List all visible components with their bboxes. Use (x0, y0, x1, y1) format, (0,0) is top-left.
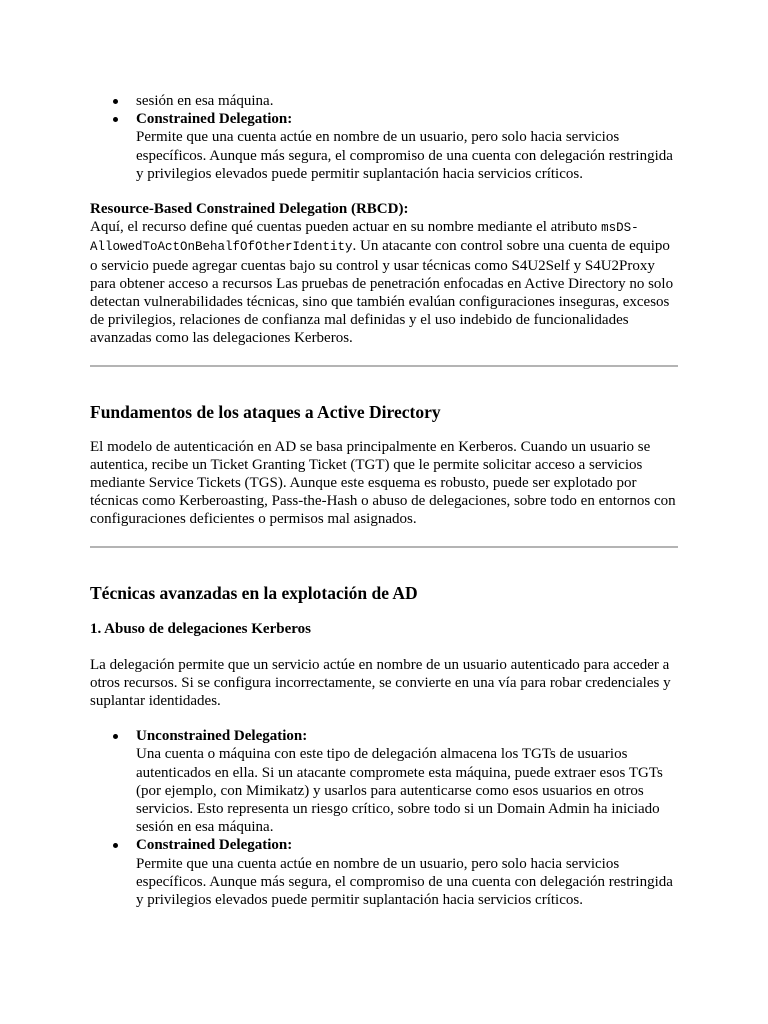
rbcd-text-before: Aquí, el recurso define qué cuentas pueden actuar en su nombre mediante el atributo (90, 219, 602, 236)
section-divider (90, 546, 678, 548)
document-content (90, 92, 680, 909)
top-delegation-list (90, 92, 680, 183)
delegation-types-list (90, 727, 680, 909)
fundamentos-paragraph: El modelo de autenticación en AD se basa principalmente en Kerberos. Cuando un usuario se autentica, recibe un Ticket Granting Ticket (TGT) que le permite solicitar acceso a servicios mediante Service Tickets (TGS). Aunque este esquema es robusto, puede ser explotado por técnicas como Kerberoasting, Pass-the-Hash o abuso de delegaciones, sobre todo en entornos con configuraciones deficientes o permisos mal asignados. (90, 438, 676, 528)
list-item (136, 727, 680, 836)
list-item-title: Constrained Delegation: (136, 837, 293, 854)
section-heading-tecnicas: Técnicas avanzadas en la explotación de AD (90, 582, 418, 603)
rbcd-attribute: msDS-AllowedToActOnBehalfOfOtherIdentity (90, 221, 639, 255)
list-item-text: sesión en esa máquina. (136, 93, 274, 109)
list-item (136, 110, 680, 183)
list-item-body: Una cuenta o máquina con este tipo de delegación almacena los TGTs de usuarios autenticados en ella. Si un atacante compromete esta máquina, puede extraer esos TGTs (por ejemplo, con Mimikatz) y usarlos para autenticarse como esos usuarios en otros servicios. Esto representa un riesgo crítico, sobre todo si un Domain Admin ha iniciado sesión en esa máquina. (136, 746, 663, 836)
list-item-title: Constrained Delegation: (136, 111, 293, 128)
delegaciones-paragraph: La delegación permite que un servicio actúe en nombre de un usuario autenticado para acceder a otros recursos. Si se configura incorrectamente, se convierte en una vía para robar credenciales y suplantar identidades. (90, 656, 671, 710)
list-item (136, 836, 680, 909)
list-item-title: Unconstrained Delegation: (136, 728, 308, 745)
list-item-body: Permite que una cuenta actúe en nombre de un usuario, pero solo hacia servicios específicos. Aunque más segura, el compromiso de una cuenta con delegación restringida y privilegios elevados puede permitir suplantación hacia servicios críticos. (136, 855, 673, 909)
section-divider (90, 365, 678, 367)
section-heading-fundamentos: Fundamentos de los ataques a Active Directory (90, 401, 441, 422)
rbcd-paragraph (90, 200, 680, 348)
list-item-body: Permite que una cuenta actúe en nombre de un usuario, pero solo hacia servicios específicos. Aunque más segura, el compromiso de una cuenta con delegación restringida y privilegios elevados puede permitir suplantación hacia servicios críticos. (136, 129, 673, 182)
list-item (136, 92, 680, 110)
rbcd-title: Resource-Based Constrained Delegation (RBCD): (90, 201, 409, 218)
rbcd-text-after: . Un atacante con control sobre una cuenta de equipo o servicio puede agregar cuentas bajo su control y usar técnicas como S4U2Self y S4U2Proxy para obtener acceso a recursos Las pruebas de penetración enfocadas en Active Directory no solo detectan vulnerabilidades técnicas, sino que también evalúan configuraciones inseguras, excesos de privilegios, relaciones de confianza mal definidas y el uso indebido de funcionalidades avanzadas como las delegaciones Kerberos. (90, 238, 674, 347)
subheading-delegaciones: 1. Abuso de delegaciones Kerberos (90, 620, 311, 637)
